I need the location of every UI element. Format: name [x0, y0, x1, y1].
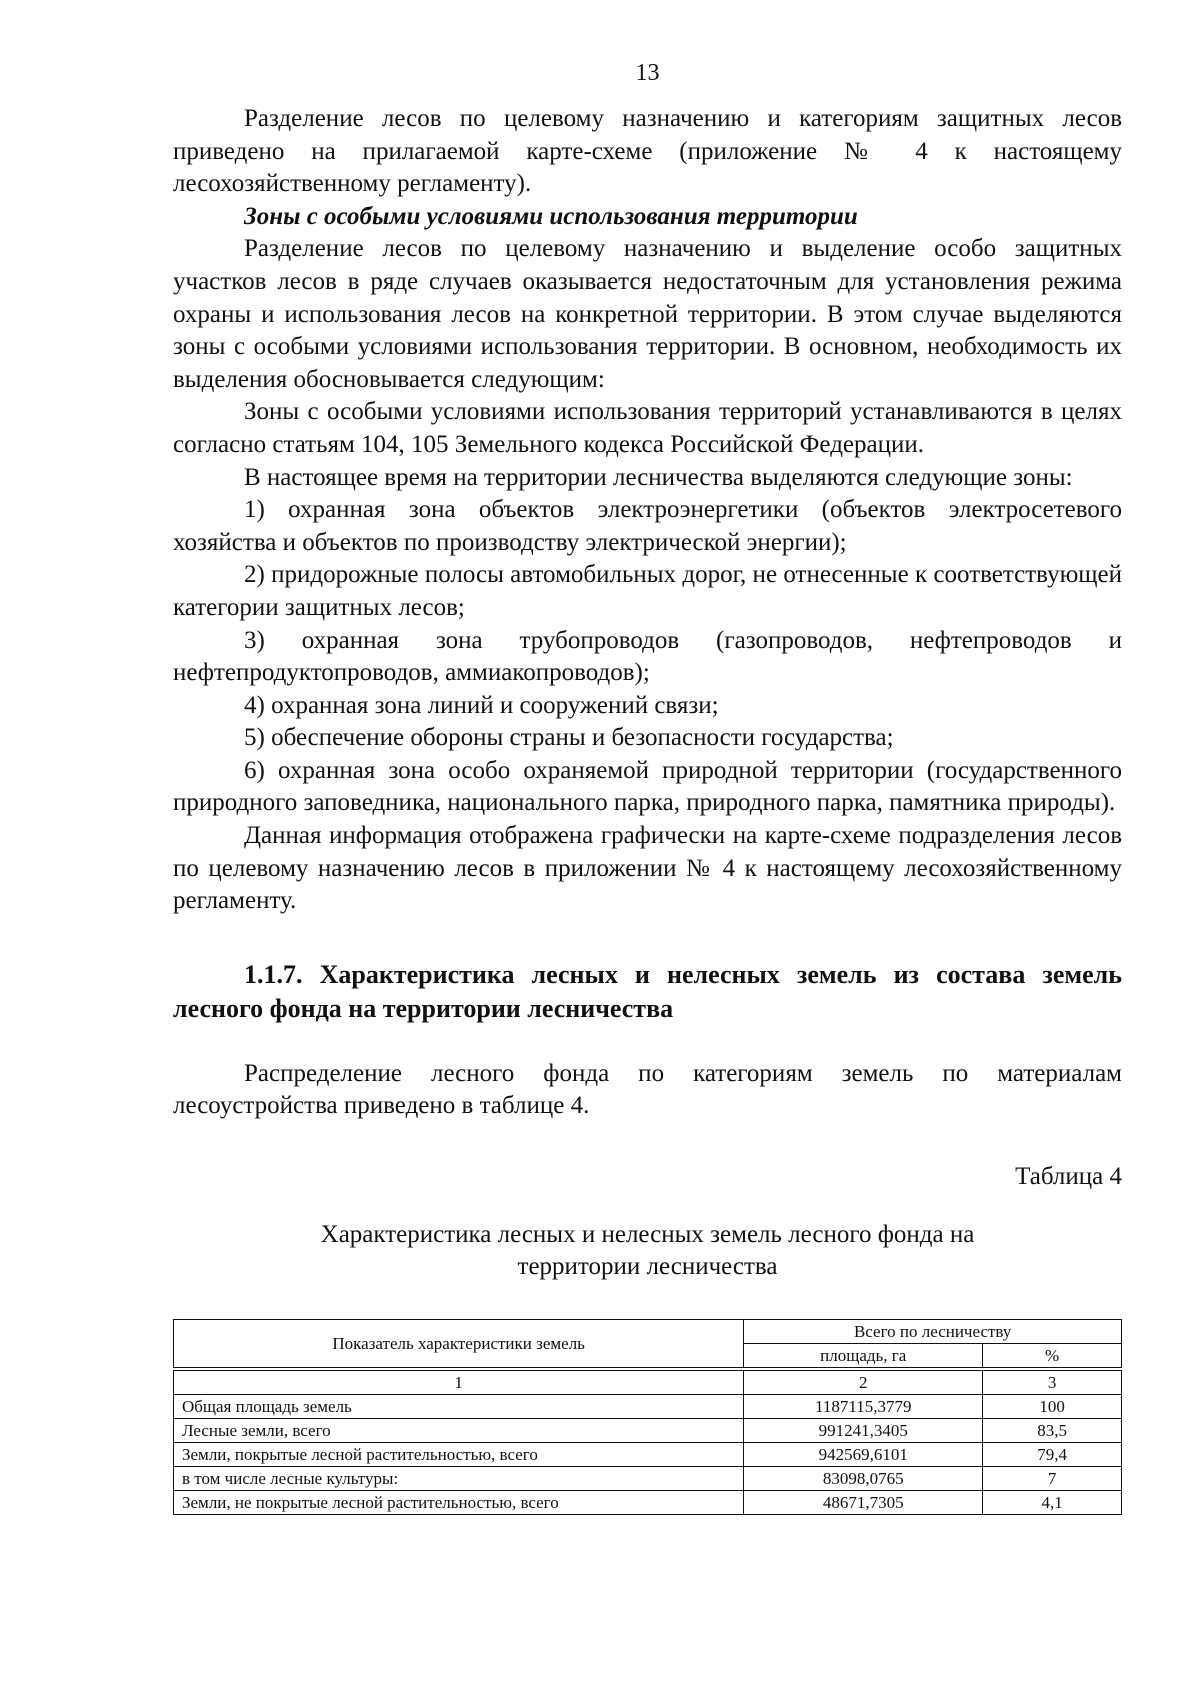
row-name: в том числе лесные культуры: [174, 1467, 744, 1491]
row-area: 1187115,3779 [744, 1395, 983, 1419]
row-area: 942569,6101 [744, 1443, 983, 1467]
table-row [174, 1467, 1122, 1491]
table-title-line: Характеристика лесных и нелесных земель лесного фонда на [320, 1221, 975, 1249]
row-area: 991241,3405 [744, 1419, 983, 1443]
document-page [173, 60, 1122, 1515]
col-number: 1 [174, 1371, 744, 1395]
table-row [174, 1371, 1122, 1395]
row-pct: 100 [983, 1395, 1122, 1419]
list-item: 4) охранная зона линий и сооружений связи; [244, 691, 719, 719]
row-name: Земли, покрытые лесной растительностью, всего [174, 1443, 744, 1467]
table-row [174, 1395, 1122, 1419]
row-pct: 83,5 [983, 1419, 1122, 1443]
table-number: Таблица 4 [1015, 1163, 1122, 1191]
table-header-indicator: Показатель характеристики земель [174, 1320, 744, 1368]
subheading-special-zones: Зоны с особыми условиями использования территории [244, 202, 858, 230]
row-pct: 7 [983, 1467, 1122, 1491]
row-name: Лесные земли, всего [174, 1419, 744, 1443]
row-name: Земли, не покрытые лесной растительностью, всего [174, 1491, 744, 1515]
table-header-area: площадь, га [744, 1344, 983, 1368]
table-row [174, 1491, 1122, 1515]
list-item: 6) охранная зона особо охраняемой природной территории (государственного природного заповедника, национального парка, природного парка, памятника природы). [173, 756, 1122, 817]
col-number: 2 [744, 1371, 983, 1395]
page-number: 13 [635, 60, 660, 86]
table-title-line: территории лесничества [517, 1253, 778, 1281]
paragraph-distribution: Распределение лесного фонда по категориям земель по материалам лесоустройства приведено в таблице 4. [173, 1059, 1122, 1120]
list-item: 1) охранная зона объектов электроэнергетики (объектов электросетевого хозяйства и объектов по производству электрической энергии); [173, 496, 1122, 556]
list-item: 5) обеспечение обороны страны и безопасности государства; [244, 724, 894, 752]
table-header-pct: % [983, 1344, 1122, 1368]
row-area: 83098,0765 [744, 1467, 983, 1491]
row-name: Общая площадь земель [174, 1395, 744, 1419]
row-area: 48671,7305 [744, 1491, 983, 1515]
table-row [174, 1419, 1122, 1443]
paragraph-zones-intro: Разделение лесов по целевому назначению и выделение особо защитных участков лесов в ряде случаев оказывается недостаточным для установления режима охраны и использования лесов на конкретной территории. В этом случае выделяются зоны с особыми условиями использования территории. В основном, необходимость их выделения обосновывается следующим: [173, 235, 1122, 393]
row-pct: 4,1 [983, 1491, 1122, 1515]
paragraph-map-info: Данная информация отображена графически на карте-схеме подразделения лесов по целевому назначению лесов в приложении № 4 к настоящему лесохозяйственному регламенту. [173, 822, 1122, 915]
list-item: 3) охранная зона трубопроводов (газопроводов, нефтепроводов и нефтепродуктопроводов, аммиакопроводов); [173, 626, 1122, 687]
list-item: 2) придорожные полосы автомобильных дорог, не отнесенные к соответствующей категории защитных лесов; [173, 561, 1122, 621]
col-number: 3 [983, 1371, 1122, 1395]
table-header-total: Всего по лесничеству [744, 1320, 1122, 1344]
table-row [174, 1443, 1122, 1467]
paragraph-zones-current: В настоящее время на территории лесничества выделяются следующие зоны: [244, 463, 1073, 491]
row-pct: 79,4 [983, 1443, 1122, 1467]
table-title [173, 1219, 1122, 1283]
paragraph-forest-division: Разделение лесов по целевому назначению и категориям защитных лесов приведено на прилагаемой карте-схеме (приложение № 4 к настоящему лесохозяйственному регламенту). [173, 105, 1122, 198]
land-characteristics-table [173, 1319, 1122, 1515]
paragraph-zones-law: Зоны с особыми условиями использования территорий устанавливаются в целях согласно статьям 104, 105 Земельного кодекса Российской Федерации. [173, 398, 1122, 458]
section-title: 1.1.7. Характеристика лесных и нелесных земель из состава земель лесного фонда на территории лесничества [173, 959, 1122, 1023]
